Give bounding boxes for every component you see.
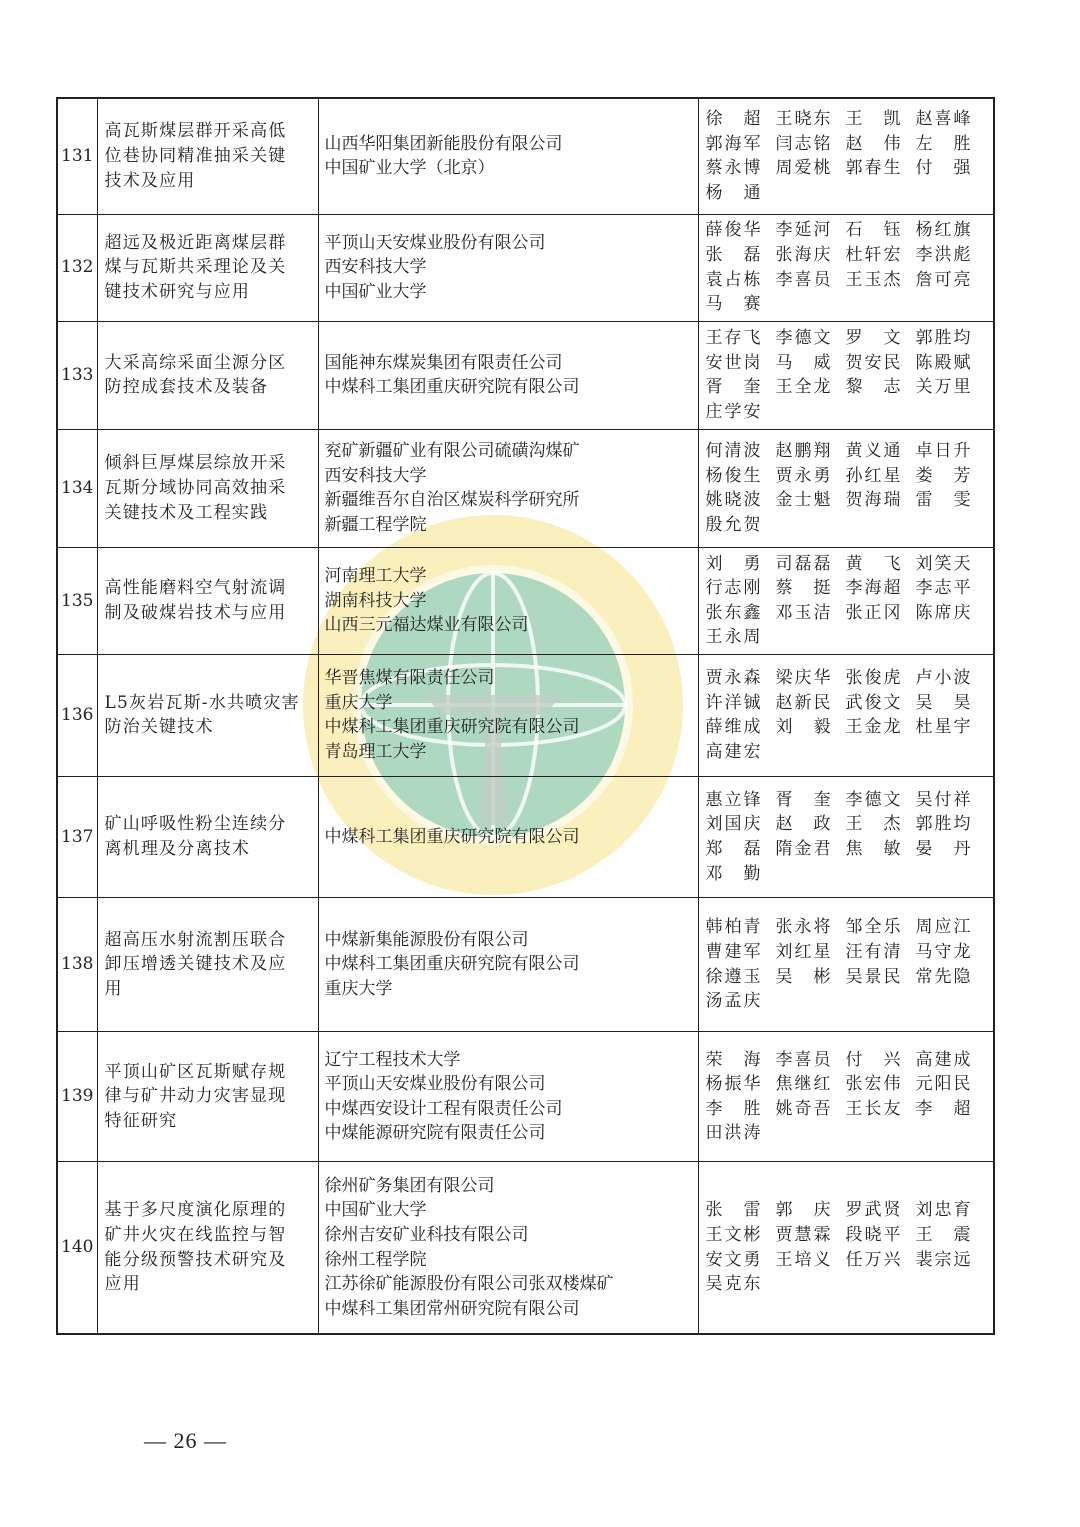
project-title — [97, 214, 318, 321]
table-row — [57, 777, 994, 898]
project-title-line: 煤与瓦斯共采理论及关 — [104, 257, 287, 278]
unit-name: 湖南科技大学 — [324, 590, 427, 611]
project-title-line: 能分级预警技术研究及 — [104, 1249, 287, 1270]
person-name: 关万里 — [915, 377, 971, 398]
person-name: 晏 丹 — [915, 839, 971, 860]
unit-name: 中煤科工集团重庆研究院有限公司 — [324, 826, 580, 847]
person-name: 段晓平 — [845, 1225, 901, 1246]
row-number: 133 — [57, 321, 97, 429]
person-name: 刘忠育 — [915, 1200, 971, 1221]
row-number: 140 — [57, 1162, 97, 1334]
person-name: 黄 飞 — [845, 553, 901, 574]
person-name: 李 胜 — [705, 1098, 761, 1119]
person-name: 王培义 — [775, 1249, 831, 1270]
person-name: 汪有清 — [845, 942, 901, 963]
completing-people — [698, 98, 994, 214]
people-line — [706, 351, 988, 376]
unit-name: 中国矿业大学 — [324, 1200, 427, 1221]
person-name: 王晓东 — [775, 109, 831, 130]
people-line — [706, 1223, 988, 1248]
unit-name: 国能神东煤炭集团有限责任公司 — [324, 352, 563, 373]
person-name: 刘 毅 — [775, 717, 831, 738]
table-row — [57, 547, 994, 654]
person-name: 李德文 — [775, 328, 831, 349]
unit-name: 青岛理工大学 — [324, 742, 427, 763]
unit-name: 辽宁工程技术大学 — [324, 1049, 461, 1070]
person-name: 郭海军 — [705, 133, 761, 154]
row-number: 135 — [57, 547, 97, 654]
person-name: 蔡永博 — [705, 158, 761, 179]
person-name: 张东鑫 — [705, 602, 761, 623]
person-name: 闫志铭 — [775, 133, 831, 154]
row-number: 131 — [57, 98, 97, 214]
unit-name: 中煤科工集团重庆研究院有限公司 — [324, 954, 580, 975]
row-number: 137 — [57, 777, 97, 898]
project-title-line: 应用 — [104, 1274, 141, 1295]
project-title-line: 矿井火灾在线监控与智 — [104, 1225, 287, 1246]
person-name: 郭胜均 — [915, 814, 971, 835]
people-line — [706, 326, 988, 351]
unit-name: 中国矿业大学 — [324, 281, 427, 302]
person-name: 何清波 — [705, 441, 761, 462]
table-body — [57, 98, 994, 1334]
completing-people — [698, 898, 994, 1032]
person-name: 隋金君 — [775, 839, 831, 860]
person-name: 周爱桃 — [775, 158, 831, 179]
person-name: 邓 勤 — [705, 863, 761, 884]
unit-name: 新疆维吾尔自治区煤炭科学研究所 — [324, 490, 580, 511]
row-number: 132 — [57, 214, 97, 321]
person-name: 马守龙 — [915, 942, 971, 963]
person-name: 韩柏青 — [705, 917, 761, 938]
person-name: 司磊磊 — [775, 553, 831, 574]
completing-people — [698, 1032, 994, 1162]
person-name: 裴宗远 — [915, 1249, 971, 1270]
person-name: 胥 奎 — [775, 789, 831, 810]
project-title — [97, 654, 318, 776]
person-name: 杜星宇 — [915, 717, 971, 738]
completing-units — [318, 321, 698, 429]
person-name: 郭春生 — [845, 158, 901, 179]
person-name: 刘红星 — [775, 942, 831, 963]
person-name: 姚晓波 — [705, 490, 761, 511]
person-name: 吴克东 — [705, 1274, 761, 1295]
person-name: 贾慧霖 — [775, 1225, 831, 1246]
person-name: 元阳民 — [915, 1074, 971, 1095]
people-line — [706, 666, 988, 691]
person-name: 郭 庆 — [775, 1200, 831, 1221]
project-title-line: 卸压增透关键技术及应 — [104, 954, 287, 975]
unit-name: 平顶山天安煤业股份有限公司 — [324, 232, 546, 253]
person-name: 张宏伟 — [845, 1074, 901, 1095]
people-line — [706, 740, 988, 765]
page-number: — 26 — — [144, 1428, 227, 1453]
person-name: 石 钰 — [845, 220, 901, 241]
person-name: 罗 文 — [845, 328, 901, 349]
people-line — [706, 965, 988, 990]
people-line — [706, 989, 988, 1014]
person-name: 周应江 — [915, 917, 971, 938]
project-title-line: 技术及应用 — [104, 170, 196, 191]
completing-units — [318, 898, 698, 1032]
person-name: 王金龙 — [845, 717, 901, 738]
person-name: 田洪涛 — [705, 1123, 761, 1144]
people-line — [706, 1097, 988, 1122]
person-name: 詹可亮 — [915, 269, 971, 290]
person-name: 杜轩宏 — [845, 245, 901, 266]
people-line — [706, 181, 988, 206]
person-name: 荣 海 — [705, 1049, 761, 1070]
project-title-line: 离机理及分离技术 — [104, 839, 251, 860]
project-title-line: 超高压水射流割压联合 — [104, 929, 287, 950]
person-name: 贺海瑞 — [845, 490, 901, 511]
person-name: 付 兴 — [845, 1049, 901, 1070]
person-name: 付 强 — [915, 158, 971, 179]
people-line — [706, 439, 988, 464]
people-line — [706, 601, 988, 626]
person-name: 马 赛 — [705, 294, 761, 315]
project-title-line: 防控成套技术及装备 — [104, 377, 269, 398]
table-row — [57, 654, 994, 776]
person-name: 常先隐 — [915, 966, 971, 987]
person-name: 左 胜 — [915, 133, 971, 154]
person-name: 徐遵玉 — [705, 966, 761, 987]
person-name: 贺安民 — [845, 352, 901, 373]
unit-name: 华晋焦煤有限责任公司 — [324, 668, 495, 689]
unit-name: 重庆大学 — [324, 692, 393, 713]
person-name: 贾永勇 — [775, 465, 831, 486]
person-name: 薛维成 — [705, 717, 761, 738]
project-title-line: 平顶山矿区瓦斯赋存规 — [104, 1061, 287, 1082]
project-title-line: 律与矿井动力灾害显现 — [104, 1086, 287, 1107]
unit-name: 中煤科工集团常州研究院有限公司 — [324, 1298, 580, 1319]
project-title-line: 防治关键技术 — [104, 717, 214, 738]
person-name: 吴景民 — [845, 966, 901, 987]
people-line — [706, 1198, 988, 1223]
person-name: 焦继红 — [775, 1074, 831, 1095]
person-name: 赵喜峰 — [915, 109, 971, 130]
person-name: 赵 政 — [775, 814, 831, 835]
person-name: 李德文 — [845, 789, 901, 810]
people-line — [706, 915, 988, 940]
project-title-line: 高瓦斯煤层群开采高低 — [104, 121, 287, 142]
project-title-line: 基于多尺度演化原理的 — [104, 1200, 287, 1221]
people-line — [706, 715, 988, 740]
people-line — [706, 292, 988, 317]
people-line — [706, 940, 988, 965]
project-title — [97, 321, 318, 429]
completing-units — [318, 1032, 698, 1162]
person-name: 贾永森 — [705, 668, 761, 689]
person-name: 刘 勇 — [705, 553, 761, 574]
person-name: 安世岗 — [705, 352, 761, 373]
person-name: 薛俊华 — [705, 220, 761, 241]
person-name: 陈殿赋 — [915, 352, 971, 373]
row-number: 139 — [57, 1032, 97, 1162]
person-name: 黄义通 — [845, 441, 901, 462]
person-name: 高建成 — [915, 1049, 971, 1070]
project-title-line: 大采高综采面尘源分区 — [104, 352, 287, 373]
project-title-line: 高性能磨料空气射流调 — [104, 578, 287, 599]
completing-units — [318, 429, 698, 547]
person-name: 袁占栋 — [705, 269, 761, 290]
project-title-line: 关键技术及工程实践 — [104, 502, 269, 523]
person-name: 王存飞 — [705, 328, 761, 349]
people-line — [706, 812, 988, 837]
person-name: 王 震 — [915, 1225, 971, 1246]
person-name: 张永将 — [775, 917, 831, 938]
person-name: 庄学安 — [705, 401, 761, 422]
person-name: 惠立锋 — [705, 789, 761, 810]
person-name: 李延河 — [775, 220, 831, 241]
person-name: 许洋铖 — [705, 692, 761, 713]
completing-units — [318, 1162, 698, 1334]
project-title-line: 用 — [104, 978, 123, 999]
people-line — [706, 400, 988, 425]
person-name: 李喜员 — [775, 1049, 831, 1070]
project-title-line: L5灰岩瓦斯-水共喷灾害 — [104, 692, 300, 713]
project-title — [97, 429, 318, 547]
project-title-line: 位巷协同精准抽采关键 — [104, 146, 287, 166]
person-name: 郑 磊 — [705, 839, 761, 860]
person-name: 李洪彪 — [915, 245, 971, 266]
person-name: 胥 奎 — [705, 377, 761, 398]
table-row — [57, 98, 994, 214]
person-name: 杨俊生 — [705, 465, 761, 486]
person-name: 安文勇 — [705, 1249, 761, 1270]
person-name: 王文彬 — [705, 1225, 761, 1246]
unit-name: 河南理工大学 — [324, 565, 427, 586]
completing-units — [318, 214, 698, 321]
person-name: 王长友 — [845, 1098, 901, 1119]
people-line — [706, 156, 988, 181]
person-name: 张 磊 — [705, 245, 761, 266]
person-name: 梁庆华 — [775, 668, 831, 689]
project-title — [97, 777, 318, 898]
person-name: 雷 雯 — [915, 490, 971, 511]
person-name: 徐 超 — [705, 109, 761, 130]
completing-units — [318, 654, 698, 776]
person-name: 罗武贤 — [845, 1200, 901, 1221]
unit-name: 徐州工程学院 — [324, 1249, 427, 1270]
person-name: 刘笑天 — [915, 553, 971, 574]
unit-name: 徐州矿务集团有限公司 — [324, 1175, 495, 1196]
project-title-line: 制及破煤岩技术与应用 — [104, 602, 287, 623]
people-line — [706, 691, 988, 716]
person-name: 李志平 — [915, 578, 971, 599]
table-row — [57, 1162, 994, 1334]
people-line — [706, 107, 988, 132]
completing-people — [698, 214, 994, 321]
table-row — [57, 898, 994, 1032]
people-line — [706, 552, 988, 577]
unit-name: 兖矿新疆矿业有限公司硫磺沟煤矿 — [324, 441, 580, 462]
person-name: 邹全乐 — [845, 917, 901, 938]
table-row — [57, 1032, 994, 1162]
completing-people — [698, 429, 994, 547]
person-name: 行志刚 — [705, 578, 761, 599]
unit-name: 中国矿业大学（北京） — [324, 158, 495, 179]
person-name: 刘国庆 — [705, 814, 761, 835]
person-name: 李海超 — [845, 578, 901, 599]
person-name: 张海庆 — [775, 245, 831, 266]
project-title-line: 超远及极近距离煤层群 — [104, 232, 287, 253]
completing-units — [318, 98, 698, 214]
person-name: 吴付祥 — [915, 789, 971, 810]
person-name: 赵新民 — [775, 692, 831, 713]
people-line — [706, 464, 988, 489]
people-line — [706, 513, 988, 538]
people-line — [706, 1121, 988, 1146]
people-line — [706, 625, 988, 650]
person-name: 王全龙 — [775, 377, 831, 398]
person-name: 孙红星 — [845, 465, 901, 486]
table-row — [57, 214, 994, 321]
person-name: 曹建军 — [705, 942, 761, 963]
completing-people — [698, 654, 994, 776]
unit-name: 中煤科工集团重庆研究院有限公司 — [324, 377, 580, 398]
row-number: 138 — [57, 898, 97, 1032]
unit-name: 平顶山天安煤业股份有限公司 — [324, 1074, 546, 1095]
table-row — [57, 429, 994, 547]
project-title-line: 瓦斯分域协同高效抽采 — [104, 478, 287, 498]
project-title-line: 键技术研究与应用 — [104, 281, 251, 302]
person-name: 卢小波 — [915, 668, 971, 689]
project-title — [97, 98, 318, 214]
award-project-table — [56, 97, 995, 1335]
project-title-line: 矿山呼吸性粉尘连续分 — [104, 814, 287, 835]
person-name: 卓日升 — [915, 441, 971, 462]
project-title — [97, 1162, 318, 1334]
people-line — [706, 788, 988, 813]
person-name: 黎 志 — [845, 377, 901, 398]
people-line — [706, 576, 988, 601]
completing-people — [698, 321, 994, 429]
completing-people — [698, 1162, 994, 1334]
person-name: 武俊文 — [845, 692, 901, 713]
project-title — [97, 547, 318, 654]
unit-name: 徐州吉安矿业科技有限公司 — [324, 1225, 529, 1246]
person-name: 高建宏 — [705, 742, 761, 763]
project-title — [97, 898, 318, 1032]
person-name: 李喜员 — [775, 269, 831, 290]
unit-name: 中煤能源研究院有限责任公司 — [324, 1123, 546, 1144]
project-title-line: 倾斜巨厚煤层综放开采 — [104, 453, 287, 474]
person-name: 李 超 — [915, 1098, 971, 1119]
unit-name: 山西华阳集团新能股份有限公司 — [324, 133, 563, 154]
project-title-line: 特征研究 — [104, 1111, 178, 1132]
person-name: 杨红旗 — [915, 220, 971, 241]
unit-name: 西安科技大学 — [324, 257, 427, 278]
table-row — [57, 321, 994, 429]
person-name: 王 凯 — [845, 109, 901, 130]
person-name: 王 杰 — [845, 814, 901, 835]
person-name: 殷允贺 — [705, 514, 761, 535]
person-name: 马 威 — [775, 352, 831, 373]
unit-name: 西安科技大学 — [324, 465, 427, 486]
person-name: 任万兴 — [845, 1249, 901, 1270]
people-line — [706, 243, 988, 268]
person-name: 张正冈 — [845, 602, 901, 623]
unit-name: 中煤科工集团重庆研究院有限公司 — [324, 717, 580, 738]
unit-name: 江苏徐矿能源股份有限公司张双楼煤矿 — [324, 1274, 614, 1295]
person-name: 邓玉洁 — [775, 602, 831, 623]
person-name: 赵鹏翔 — [775, 441, 831, 462]
people-line — [706, 1272, 988, 1297]
row-number: 134 — [57, 429, 97, 547]
person-name: 吴 彬 — [775, 966, 831, 987]
people-line — [706, 268, 988, 293]
unit-name: 山西三元福达煤业有限公司 — [324, 615, 529, 636]
people-line — [706, 1048, 988, 1073]
person-name: 金士魁 — [775, 490, 831, 511]
people-line — [706, 1248, 988, 1273]
person-name: 杨振华 — [705, 1074, 761, 1095]
people-line — [706, 862, 988, 887]
person-name: 杨 通 — [705, 182, 761, 203]
unit-name: 新疆工程学院 — [324, 514, 427, 535]
completing-units — [318, 777, 698, 898]
person-name: 陈席庆 — [915, 602, 971, 623]
unit-name: 中煤西安设计工程有限责任公司 — [324, 1098, 563, 1119]
people-line — [706, 132, 988, 157]
completing-people — [698, 777, 994, 898]
person-name: 王永周 — [705, 627, 761, 648]
people-line — [706, 488, 988, 513]
people-line — [706, 375, 988, 400]
row-number: 136 — [57, 654, 97, 776]
people-line — [706, 218, 988, 243]
unit-name: 中煤新集能源股份有限公司 — [324, 929, 529, 950]
person-name: 蔡 挺 — [775, 578, 831, 599]
completing-units — [318, 547, 698, 654]
project-title — [97, 1032, 318, 1162]
person-name: 王玉杰 — [845, 269, 901, 290]
person-name: 娄 芳 — [915, 465, 971, 486]
person-name: 汤孟庆 — [705, 991, 761, 1012]
people-line — [706, 1072, 988, 1097]
person-name: 郭胜均 — [915, 328, 971, 349]
person-name: 焦 敏 — [845, 839, 901, 860]
unit-name: 重庆大学 — [324, 978, 393, 999]
person-name: 吴 昊 — [915, 692, 971, 713]
completing-people — [698, 547, 994, 654]
person-name: 张 雷 — [705, 1200, 761, 1221]
people-line — [706, 837, 988, 862]
person-name: 姚奇吾 — [775, 1098, 831, 1119]
person-name: 赵 伟 — [845, 133, 901, 154]
person-name: 张俊虎 — [845, 668, 901, 689]
